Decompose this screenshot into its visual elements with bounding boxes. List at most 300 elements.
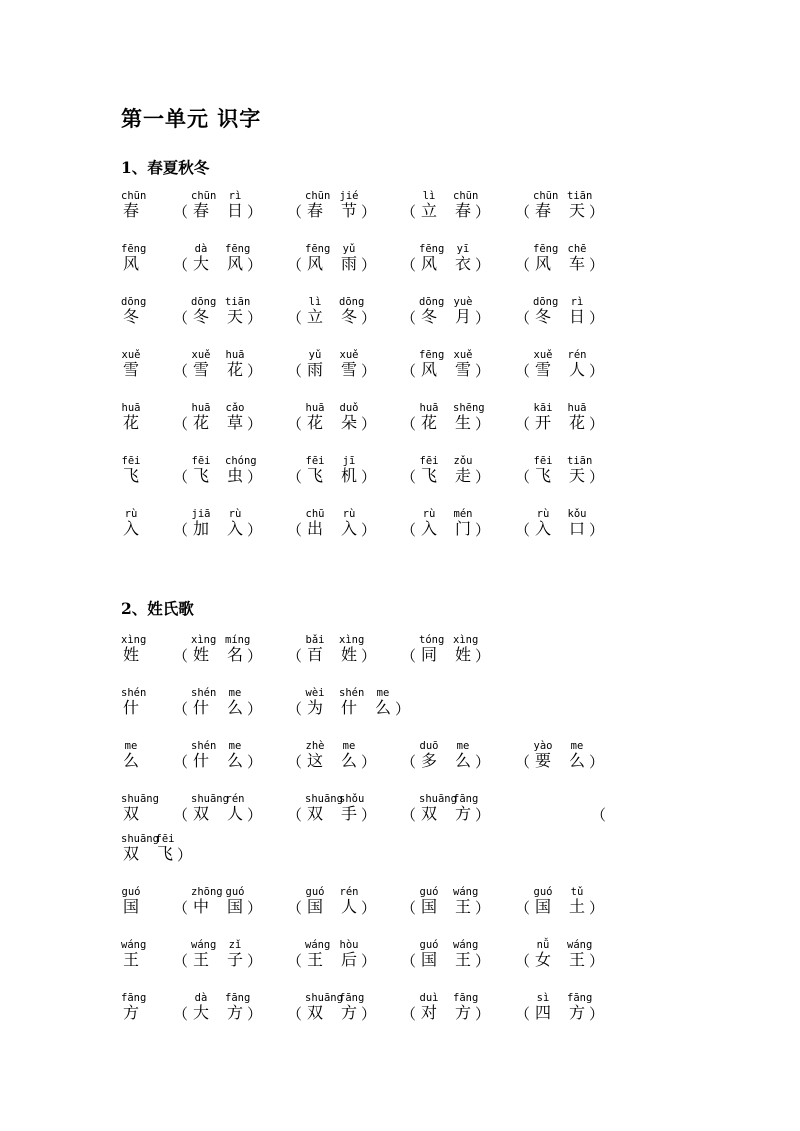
pinyin-label: chūn [533, 190, 559, 202]
hanzi-character: 么 [568, 751, 585, 770]
hanzi-character: 风 [420, 360, 437, 379]
hanzi-character: 门 [454, 519, 471, 538]
open-paren: （ [515, 899, 531, 917]
pinyin-label: me [228, 687, 242, 699]
hanzi-character: 雪 [192, 360, 209, 379]
pinyin-label: huā [225, 349, 245, 361]
pinyin-label: shuāng [121, 833, 159, 845]
pinyin-label: dōng [419, 296, 445, 308]
pinyin-label: me [376, 687, 390, 699]
open-paren: （ [287, 309, 303, 327]
hanzi-character: 人 [226, 804, 243, 823]
open-paren: （ [515, 256, 531, 274]
open-paren: （ [401, 753, 417, 771]
hanzi-character: 双 [192, 804, 209, 823]
pinyin-label: rén [225, 793, 245, 805]
hanzi-character: 么 [226, 698, 243, 717]
close-paren: ） [395, 700, 411, 718]
hanzi-character: 雪 [534, 360, 551, 379]
open-paren: （ [173, 309, 189, 327]
hanzi-character: 雨 [306, 360, 323, 379]
pinyin-label: xìng [453, 634, 479, 646]
vocab-row [121, 634, 781, 674]
hanzi-character: 走 [454, 466, 471, 485]
pinyin-label: rù [342, 508, 356, 520]
vocab-row [121, 402, 781, 442]
pinyin-label: fēi [305, 455, 325, 467]
close-paren: ） [361, 415, 377, 433]
vocab-row [121, 793, 781, 833]
hanzi-character: 双 [420, 804, 437, 823]
hanzi-character: 冬 [420, 307, 437, 326]
close-paren: ） [589, 753, 605, 771]
open-paren: （ [173, 700, 189, 718]
hanzi-character: 冬 [534, 307, 551, 326]
pinyin-label: shuāng [419, 793, 457, 805]
pinyin-label: fēi [155, 833, 175, 845]
page-title: 第一单元 识字 [121, 106, 262, 131]
hanzi-character: 什 [192, 751, 209, 770]
open-paren: （ [401, 362, 417, 380]
pinyin-label: lì [422, 190, 436, 202]
hanzi-character: 雪 [340, 360, 357, 379]
pinyin-label: kǒu [567, 508, 587, 520]
open-paren: （ [287, 806, 303, 824]
hanzi-character: 国 [420, 950, 437, 969]
open-paren: （ [287, 415, 303, 433]
pinyin-label: rù [422, 508, 436, 520]
pinyin-label: shuāng [121, 793, 159, 805]
pinyin-label: kāi [533, 402, 553, 414]
pinyin-label: lì [308, 296, 322, 308]
pinyin-label: shuāng [305, 793, 343, 805]
hanzi-character: 百 [306, 645, 323, 664]
pinyin-label: xuě [453, 349, 473, 361]
pinyin-label: jié [339, 190, 359, 202]
hanzi-character: 天 [226, 307, 243, 326]
hanzi-character: 四 [534, 1003, 551, 1022]
pinyin-label: xìng [121, 634, 147, 646]
pinyin-label: shén [121, 687, 147, 699]
pinyin-label: huā [419, 402, 439, 414]
pinyin-label: duì [419, 992, 439, 1004]
pinyin-label: chē [567, 243, 587, 255]
close-paren: ） [247, 362, 263, 380]
close-paren: ） [475, 415, 491, 433]
pinyin-label: huā [305, 402, 325, 414]
hanzi-character: 同 [420, 645, 437, 664]
close-paren: ） [475, 647, 491, 665]
close-paren: ） [589, 415, 605, 433]
close-paren: ） [475, 952, 491, 970]
close-paren: ） [247, 952, 263, 970]
open-paren: （ [287, 521, 303, 539]
pinyin-label: me [228, 740, 242, 752]
hanzi-character: 出 [306, 519, 323, 538]
pinyin-label: chūn [191, 190, 217, 202]
open-paren: （ [515, 468, 531, 486]
vocab-row [121, 992, 781, 1032]
open-paren: （ [287, 256, 303, 274]
hanzi-character: 方 [122, 1003, 139, 1022]
close-paren: ） [475, 309, 491, 327]
pinyin-label: huā [567, 402, 587, 414]
hanzi-character: 立 [420, 201, 437, 220]
close-paren: ） [589, 952, 605, 970]
close-paren: ） [247, 415, 263, 433]
pinyin-label: xuě [121, 349, 141, 361]
open-paren: （ [401, 647, 417, 665]
open-paren: （ [173, 521, 189, 539]
hanzi-character: 姓 [340, 645, 357, 664]
hanzi-character: 王 [454, 897, 471, 916]
hanzi-character: 立 [306, 307, 323, 326]
hanzi-character: 雨 [340, 254, 357, 273]
pinyin-label: xuě [191, 349, 211, 361]
hanzi-character: 风 [226, 254, 243, 273]
hanzi-character: 姓 [192, 645, 209, 664]
hanzi-character: 名 [226, 645, 243, 664]
close-paren: ） [361, 806, 377, 824]
pinyin-label: fāng [339, 992, 365, 1004]
pinyin-label: dà [194, 243, 208, 255]
hanzi-character: 风 [122, 254, 139, 273]
pinyin-label: tiān [567, 455, 593, 467]
pinyin-label: rù [124, 508, 138, 520]
pinyin-label: nǚ [536, 939, 550, 951]
open-paren: （ [401, 899, 417, 917]
close-paren: ） [589, 362, 605, 380]
pinyin-label: guó [419, 939, 439, 951]
pinyin-label: yuè [453, 296, 473, 308]
pinyin-label: shǒu [339, 793, 365, 805]
hanzi-character: 国 [534, 897, 551, 916]
open-paren: （ [401, 1005, 417, 1023]
pinyin-label: fāng [453, 992, 479, 1004]
close-paren: ） [361, 468, 377, 486]
pinyin-label: wáng [453, 939, 479, 951]
pinyin-label: me [570, 740, 584, 752]
hanzi-character: 人 [340, 897, 357, 916]
close-paren: ） [361, 203, 377, 221]
hanzi-character: 国 [122, 897, 139, 916]
hanzi-character: 飞 [306, 466, 323, 485]
open-paren: （ [287, 952, 303, 970]
hanzi-character: 王 [192, 950, 209, 969]
hanzi-character: 这 [306, 751, 323, 770]
hanzi-character: 什 [122, 698, 139, 717]
hanzi-character: 对 [420, 1003, 437, 1022]
pinyin-label: fāng [225, 992, 251, 1004]
vocab-row [121, 508, 781, 548]
close-paren: ） [247, 1005, 263, 1023]
close-paren: ） [177, 846, 193, 864]
open-paren: （ [287, 753, 303, 771]
pinyin-label: fēng [305, 243, 331, 255]
pinyin-label: dōng [191, 296, 217, 308]
hanzi-character: 女 [534, 950, 551, 969]
vocab-row [121, 243, 781, 283]
hanzi-character: 飞 [156, 844, 173, 863]
hanzi-character: 飞 [420, 466, 437, 485]
hanzi-character: 入 [420, 519, 437, 538]
open-paren: （ [515, 753, 531, 771]
pinyin-label: bǎi [305, 634, 325, 646]
pinyin-label: guó [225, 886, 245, 898]
hanzi-character: 机 [340, 466, 357, 485]
open-paren: （ [287, 899, 303, 917]
pinyin-label: rì [570, 296, 584, 308]
hanzi-character: 为 [306, 698, 323, 717]
open-paren: （ [173, 753, 189, 771]
open-paren: （ [515, 415, 531, 433]
open-paren: （ [173, 1005, 189, 1023]
pinyin-label: rù [536, 508, 550, 520]
hanzi-character: 王 [454, 950, 471, 969]
hanzi-character: 入 [534, 519, 551, 538]
hanzi-character: 开 [534, 413, 551, 432]
pinyin-label: me [124, 740, 138, 752]
hanzi-character: 天 [568, 466, 585, 485]
close-paren: ） [247, 468, 263, 486]
open-paren: （ [401, 521, 417, 539]
pinyin-label: fēng [533, 243, 559, 255]
pinyin-label: me [342, 740, 356, 752]
hanzi-character: 花 [122, 413, 139, 432]
hanzi-character: 么 [122, 751, 139, 770]
close-paren: ） [589, 521, 605, 539]
hanzi-character: 方 [568, 1003, 585, 1022]
pinyin-label: chūn [453, 190, 479, 202]
pinyin-label: shuāng [191, 793, 229, 805]
hanzi-character: 朵 [340, 413, 357, 432]
open-paren: （ [591, 806, 607, 824]
pinyin-label: fāng [453, 793, 479, 805]
pinyin-label: fēi [191, 455, 211, 467]
pinyin-label: dà [194, 992, 208, 1004]
pinyin-label: zhōng [191, 886, 223, 898]
hanzi-character: 后 [340, 950, 357, 969]
hanzi-character: 虫 [226, 466, 243, 485]
pinyin-label: dōng [533, 296, 559, 308]
close-paren: ） [361, 753, 377, 771]
pinyin-label: duǒ [339, 402, 359, 414]
hanzi-character: 国 [306, 897, 323, 916]
pinyin-label: shén [339, 687, 365, 699]
hanzi-character: 草 [226, 413, 243, 432]
pinyin-label: yǔ [342, 243, 356, 255]
pinyin-label: fāng [567, 992, 593, 1004]
close-paren: ） [247, 647, 263, 665]
close-paren: ） [361, 647, 377, 665]
hanzi-character: 中 [192, 897, 209, 916]
hanzi-character: 土 [568, 897, 585, 916]
open-paren: （ [401, 415, 417, 433]
pinyin-label: rù [228, 508, 242, 520]
open-paren: （ [515, 952, 531, 970]
open-paren: （ [287, 468, 303, 486]
hanzi-character: 方 [454, 804, 471, 823]
open-paren: （ [173, 256, 189, 274]
open-paren: （ [401, 256, 417, 274]
pinyin-label: tǔ [570, 886, 584, 898]
hanzi-character: 入 [122, 519, 139, 538]
close-paren: ） [247, 309, 263, 327]
hanzi-character: 飞 [122, 466, 139, 485]
pinyin-label: yào [533, 740, 553, 752]
open-paren: （ [173, 362, 189, 380]
pinyin-label: xìng [339, 634, 365, 646]
close-paren: ） [589, 1005, 605, 1023]
vocab-row [121, 740, 781, 780]
vocab-row [121, 455, 781, 495]
close-paren: ） [361, 309, 377, 327]
hanzi-character: 飞 [192, 466, 209, 485]
hanzi-character: 春 [306, 201, 323, 220]
pinyin-label: mén [453, 508, 473, 520]
open-paren: （ [515, 362, 531, 380]
open-paren: （ [287, 647, 303, 665]
section-heading: 2、姓氏歌 [121, 599, 194, 618]
hanzi-character: 要 [534, 751, 551, 770]
close-paren: ） [475, 362, 491, 380]
pinyin-label: fēng [419, 243, 445, 255]
open-paren: （ [173, 806, 189, 824]
pinyin-label: hòu [339, 939, 359, 951]
hanzi-character: 花 [306, 413, 323, 432]
close-paren: ） [589, 468, 605, 486]
hanzi-character: 花 [420, 413, 437, 432]
vocab-row [121, 190, 781, 230]
close-paren: ） [247, 256, 263, 274]
pinyin-label: jiā [191, 508, 211, 520]
hanzi-character: 什 [340, 698, 357, 717]
close-paren: ） [361, 899, 377, 917]
pinyin-label: yǔ [308, 349, 322, 361]
pinyin-label: wáng [305, 939, 331, 951]
pinyin-label: zǒu [453, 455, 473, 467]
hanzi-character: 双 [122, 844, 139, 863]
vocab-row [121, 687, 781, 727]
close-paren: ） [589, 309, 605, 327]
open-paren: （ [515, 1005, 531, 1023]
open-paren: （ [401, 952, 417, 970]
pinyin-label: zǐ [228, 939, 242, 951]
close-paren: ） [475, 806, 491, 824]
close-paren: ） [589, 899, 605, 917]
pinyin-label: fēi [419, 455, 439, 467]
pinyin-label: tiān [225, 296, 251, 308]
hanzi-character: 冬 [192, 307, 209, 326]
pinyin-label: fēi [121, 455, 141, 467]
hanzi-character: 雪 [122, 360, 139, 379]
close-paren: ） [361, 952, 377, 970]
close-paren: ） [247, 753, 263, 771]
pinyin-label: huā [121, 402, 141, 414]
close-paren: ） [247, 700, 263, 718]
open-paren: （ [287, 203, 303, 221]
pinyin-label: chū [305, 508, 325, 520]
pinyin-label: shén [191, 740, 217, 752]
pinyin-label: wáng [453, 886, 479, 898]
hanzi-character: 风 [420, 254, 437, 273]
hanzi-character: 方 [226, 1003, 243, 1022]
pinyin-label: xìng [191, 634, 217, 646]
pinyin-label: guó [121, 886, 141, 898]
hanzi-character: 春 [534, 201, 551, 220]
open-paren: （ [287, 1005, 303, 1023]
pinyin-label: fēng [121, 243, 147, 255]
hanzi-character: 国 [420, 897, 437, 916]
hanzi-character: 生 [454, 413, 471, 432]
pinyin-label: dōng [121, 296, 147, 308]
pinyin-label: wáng [191, 939, 217, 951]
pinyin-label: huā [191, 402, 211, 414]
pinyin-label: rì [228, 190, 242, 202]
pinyin-label: míng [225, 634, 251, 646]
hanzi-character: 衣 [454, 254, 471, 273]
open-paren: （ [515, 309, 531, 327]
pinyin-label: rén [567, 349, 587, 361]
pinyin-label: dōng [339, 296, 365, 308]
hanzi-character: 多 [420, 751, 437, 770]
open-paren: （ [401, 309, 417, 327]
hanzi-character: 双 [306, 1003, 323, 1022]
pinyin-label: cǎo [225, 402, 245, 414]
pinyin-label: fēng [225, 243, 251, 255]
open-paren: （ [173, 647, 189, 665]
hanzi-character: 王 [306, 950, 323, 969]
hanzi-character: 国 [226, 897, 243, 916]
open-paren: （ [401, 203, 417, 221]
hanzi-character: 入 [226, 519, 243, 538]
pinyin-label: guó [419, 886, 439, 898]
hanzi-character: 日 [568, 307, 585, 326]
close-paren: ） [475, 899, 491, 917]
open-paren: （ [173, 952, 189, 970]
open-paren: （ [287, 700, 303, 718]
close-paren: ） [361, 256, 377, 274]
hanzi-character: 花 [192, 413, 209, 432]
pinyin-label: xuě [533, 349, 553, 361]
hanzi-character: 王 [122, 950, 139, 969]
vocab-row [121, 833, 781, 873]
hanzi-character: 花 [226, 360, 243, 379]
open-paren: （ [401, 468, 417, 486]
hanzi-character: 大 [192, 254, 209, 273]
pinyin-label: wáng [567, 939, 593, 951]
open-paren: （ [173, 415, 189, 433]
pinyin-label: shén [191, 687, 217, 699]
open-paren: （ [515, 521, 531, 539]
pinyin-label: chóng [225, 455, 257, 467]
close-paren: ） [247, 521, 263, 539]
pinyin-label: guó [305, 886, 325, 898]
close-paren: ） [247, 203, 263, 221]
hanzi-character: 姓 [454, 645, 471, 664]
hanzi-character: 么 [454, 751, 471, 770]
open-paren: （ [173, 899, 189, 917]
hanzi-character: 节 [340, 201, 357, 220]
close-paren: ） [475, 256, 491, 274]
close-paren: ） [361, 1005, 377, 1023]
open-paren: （ [515, 203, 531, 221]
hanzi-character: 大 [192, 1003, 209, 1022]
section-heading: 1、春夏秋冬 [121, 158, 210, 177]
hanzi-character: 姓 [122, 645, 139, 664]
hanzi-character: 双 [122, 804, 139, 823]
hanzi-character: 春 [454, 201, 471, 220]
